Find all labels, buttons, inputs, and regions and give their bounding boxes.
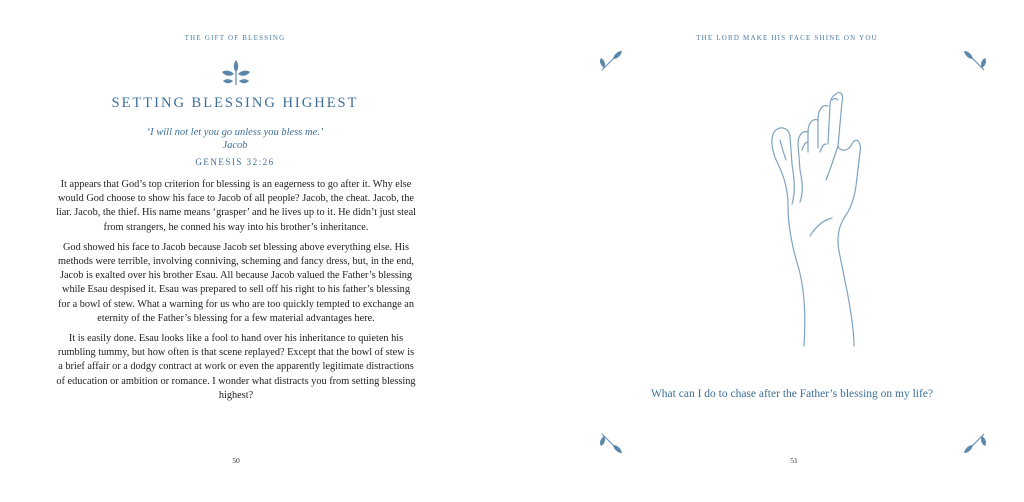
paragraph: God showed his face to Jacob because Jacob set blessing above everything else. His methods were terrible, involving conniving, scheming and fancy dress, but, in the end, Jacob is exalted over his brother Esau. All because Jacob valued the Father’s blessing while Esau despised it. Esau was prepared to sell off his right to his father’s blessing for a bowl of stew. What a warning for us who are too quickly tempted to exchange an eternity of the Father’s blessing for a few material advantages here. (57, 241, 415, 324)
epigraph-speaker: Jacob (222, 140, 248, 151)
paragraph: It is easily done. Esau looks like a fool to hand over his inheritance to quieten his rumbling tummy, but how often is that scene replayed? Except that the bowl of stew is a brief affair or a dodgy contract at work or even the apparently legitimate distractions of education or ambition or romance. I wonder what distracts you from setting blessing highest? (56, 333, 416, 401)
leaf-sprig-icon (219, 56, 253, 86)
leaf-corner-icon (962, 430, 988, 456)
page-number-right: 51 (790, 456, 798, 465)
right-page (512, 0, 1024, 502)
scripture-reference: GENESIS 32:26 (195, 157, 275, 167)
epigraph-quote: ‘I will not let you go unless you bless me.’ (146, 127, 324, 138)
leaf-corner-icon (598, 430, 624, 456)
reflection-question: What can I do to chase after the Father’s blessing on my life? (650, 388, 934, 400)
running-head-right: THE LORD MAKE HIS FACE SHINE ON YOU (696, 34, 878, 42)
page-number-left: 50 (232, 456, 240, 465)
epigraph (70, 126, 400, 152)
chapter-title: SETTING BLESSING HIGHEST (111, 95, 359, 111)
body-text (55, 178, 417, 409)
reaching-hand-icon (744, 86, 862, 348)
running-head-left: THE GIFT OF BLESSING (184, 34, 286, 42)
paragraph: It appears that God’s top criterion for blessing is an eagerness to go after it. Why else would God choose to show his face to Jacob of all people? Jacob, the cheat. Jacob, the liar. Jacob, the thief. His name means ‘grasper’ and he lives up to it. He didn’t just steal from strangers, he conned his way into his brother’s inheritance. (55, 179, 416, 233)
leaf-corner-icon (598, 48, 624, 74)
leaf-corner-icon (962, 48, 988, 74)
